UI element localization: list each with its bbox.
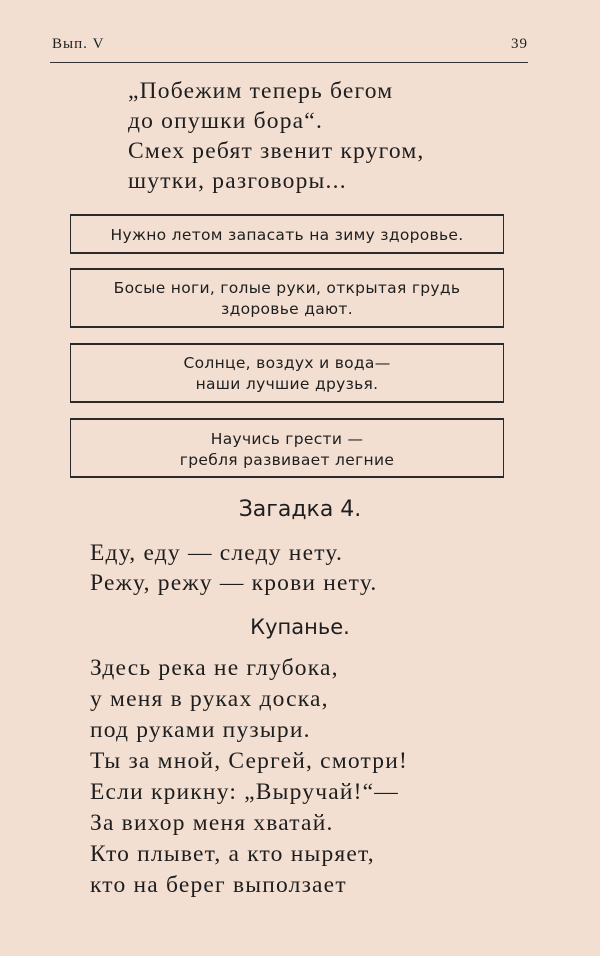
slogan-box — [70, 418, 504, 478]
swimming-title: Купанье. — [250, 615, 350, 639]
issue-label: Вып. V — [52, 36, 105, 52]
slogan-line: Научись грести — — [210, 430, 364, 448]
riddle-line: Режу, режу — крови нету. — [90, 570, 378, 596]
poem-line: Если крикну: „Выручай!“— — [90, 779, 400, 805]
slogan-line: Солнце, воздух и вода— — [183, 354, 391, 372]
poem-line: „Побежим теперь бегом — [128, 78, 394, 104]
poem-line: Кто плывет, а кто ныряет, — [90, 841, 375, 867]
poem-line: Ты за мной, Сергей, смотри! — [90, 748, 409, 774]
slogan-box — [70, 214, 504, 254]
poem-line: у меня в руках доска, — [90, 686, 329, 712]
poem-line: шутки, разговоры... — [128, 168, 347, 194]
page-number: 39 — [511, 36, 528, 52]
riddle-line: Еду, еду — следу нету. — [90, 540, 344, 566]
poem-line: кто на берег выползает — [90, 872, 347, 898]
riddle-text — [90, 538, 378, 598]
slogan-line: Босые ноги, голые руки, открытая грудь — [113, 279, 461, 297]
slogan-box — [70, 343, 504, 403]
poem-line: Здесь река не глубока, — [90, 655, 339, 681]
page-header — [52, 36, 528, 58]
slogan-line: здоровье дают. — [221, 300, 353, 318]
poem-line: Смех ребят звенит кругом, — [128, 138, 425, 164]
riddle-title: Загадка 4. — [238, 497, 362, 522]
poem-line: под руками пузыри. — [90, 717, 311, 743]
slogan-line: Нужно летом запасать на зиму здоровье. — [110, 226, 464, 244]
swimming-poem — [90, 653, 408, 901]
poem-line: до опушки бора“. — [128, 108, 324, 134]
slogan-box — [70, 268, 504, 328]
poem-line: За вихор меня хватай. — [90, 810, 334, 836]
slogan-line: гребля развивает легние — [179, 451, 395, 469]
poem-top — [128, 76, 424, 196]
header-rule — [50, 62, 528, 63]
slogan-line: наши лучшие друзья. — [195, 375, 379, 393]
